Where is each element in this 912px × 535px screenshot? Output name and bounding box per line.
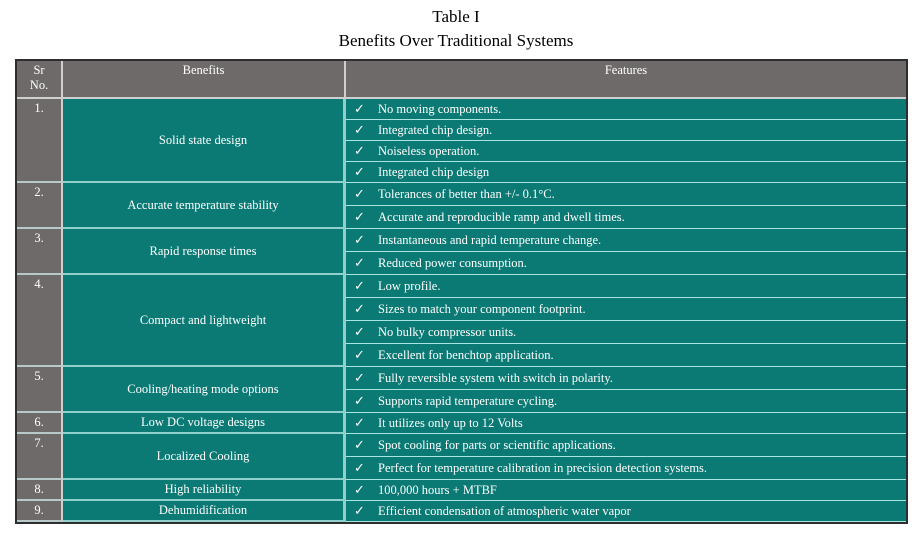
table-row xyxy=(17,413,906,434)
header-features: Features xyxy=(346,61,906,99)
table-row xyxy=(17,99,906,120)
table-caption xyxy=(0,5,912,53)
sr-number-cell: 9. xyxy=(17,501,63,522)
table-number: Table I xyxy=(432,7,480,26)
feature-text: Instantaneous and rapid temperature change. xyxy=(378,232,602,247)
feature-text: It utilizes only up to 12 Volts xyxy=(378,415,523,430)
feature-text: Integrated chip design. xyxy=(378,122,493,137)
benefit-cell: Solid state design xyxy=(63,99,346,183)
benefit-cell: High reliability xyxy=(63,480,346,501)
checkmark-icon: ✓ xyxy=(354,143,365,159)
feature-text: Integrated chip design xyxy=(378,164,490,179)
feature-text: Tolerances of better than +/- 0.1°C. xyxy=(378,186,555,201)
feature-cell xyxy=(346,344,906,367)
feature-cell xyxy=(346,252,906,275)
feature-cell xyxy=(346,390,906,413)
checkmark-icon: ✓ xyxy=(354,186,365,202)
feature-cell xyxy=(346,206,906,229)
feature-text: Efficient condensation of atmospheric water vapor xyxy=(378,503,631,518)
benefit-cell: Low DC voltage designs xyxy=(63,413,346,434)
feature-text: Low profile. xyxy=(378,278,441,293)
table-row xyxy=(17,434,906,457)
checkmark-icon: ✓ xyxy=(354,503,365,519)
feature-cell xyxy=(346,367,906,390)
feature-cell xyxy=(346,99,906,120)
checkmark-icon: ✓ xyxy=(354,278,365,294)
feature-cell xyxy=(346,480,906,501)
feature-text: Sizes to match your component footprint. xyxy=(378,301,586,316)
feature-text: Accurate and reproducible ramp and dwell times. xyxy=(378,209,625,224)
feature-text: Perfect for temperature calibration in precision detection systems. xyxy=(378,460,708,475)
feature-cell xyxy=(346,183,906,206)
header-sr-no: Sr No. xyxy=(17,61,63,99)
checkmark-icon: ✓ xyxy=(354,232,365,248)
benefit-cell: Dehumidification xyxy=(63,501,346,522)
checkmark-icon: ✓ xyxy=(354,209,365,225)
sr-number-cell: 2. xyxy=(17,183,63,229)
checkmark-icon: ✓ xyxy=(354,255,365,271)
benefit-cell: Cooling/heating mode options xyxy=(63,367,346,413)
feature-text: Excellent for benchtop application. xyxy=(378,347,554,362)
table-header-row xyxy=(17,61,906,99)
checkmark-icon: ✓ xyxy=(354,370,365,386)
feature-cell xyxy=(346,413,906,434)
feature-text: Reduced power consumption. xyxy=(378,255,527,270)
benefits-table xyxy=(15,59,908,524)
feature-text: Spot cooling for parts or scientific applications. xyxy=(378,437,616,452)
header-benefits: Benefits xyxy=(63,61,346,99)
table-row xyxy=(17,229,906,252)
checkmark-icon: ✓ xyxy=(354,122,365,138)
benefit-cell: Rapid response times xyxy=(63,229,346,275)
sr-number-cell: 3. xyxy=(17,229,63,275)
checkmark-icon: ✓ xyxy=(354,415,365,431)
table-row xyxy=(17,367,906,390)
checkmark-icon: ✓ xyxy=(354,301,365,317)
checkmark-icon: ✓ xyxy=(354,101,365,117)
sr-number-cell: 1. xyxy=(17,99,63,183)
checkmark-icon: ✓ xyxy=(354,460,365,476)
table-row xyxy=(17,275,906,298)
checkmark-icon: ✓ xyxy=(354,482,365,498)
checkmark-icon: ✓ xyxy=(354,393,365,409)
table-row xyxy=(17,183,906,206)
feature-text: Fully reversible system with switch in polarity. xyxy=(378,370,613,385)
feature-text: No bulky compressor units. xyxy=(378,324,517,339)
feature-cell xyxy=(346,229,906,252)
checkmark-icon: ✓ xyxy=(354,164,365,180)
feature-cell xyxy=(346,162,906,183)
benefit-cell: Compact and lightweight xyxy=(63,275,346,367)
feature-cell xyxy=(346,275,906,298)
feature-text: No moving components. xyxy=(378,101,502,116)
table-row xyxy=(17,501,906,522)
feature-cell xyxy=(346,434,906,457)
feature-cell xyxy=(346,298,906,321)
feature-cell xyxy=(346,141,906,162)
checkmark-icon: ✓ xyxy=(354,347,365,363)
feature-cell xyxy=(346,321,906,344)
feature-text: Supports rapid temperature cycling. xyxy=(378,393,558,408)
sr-number-cell: 4. xyxy=(17,275,63,367)
feature-cell xyxy=(346,501,906,522)
checkmark-icon: ✓ xyxy=(354,324,365,340)
feature-text: 100,000 hours + MTBF xyxy=(378,482,497,497)
feature-cell xyxy=(346,457,906,480)
table-body xyxy=(17,99,906,522)
sr-number-cell: 8. xyxy=(17,480,63,501)
table-row xyxy=(17,480,906,501)
feature-text: Noiseless operation. xyxy=(378,143,480,158)
feature-cell xyxy=(346,120,906,141)
benefit-cell: Localized Cooling xyxy=(63,434,346,480)
checkmark-icon: ✓ xyxy=(354,437,365,453)
sr-number-cell: 7. xyxy=(17,434,63,480)
table-title: Benefits Over Traditional Systems xyxy=(338,31,574,50)
sr-number-cell: 5. xyxy=(17,367,63,413)
benefit-cell: Accurate temperature stability xyxy=(63,183,346,229)
sr-number-cell: 6. xyxy=(17,413,63,434)
